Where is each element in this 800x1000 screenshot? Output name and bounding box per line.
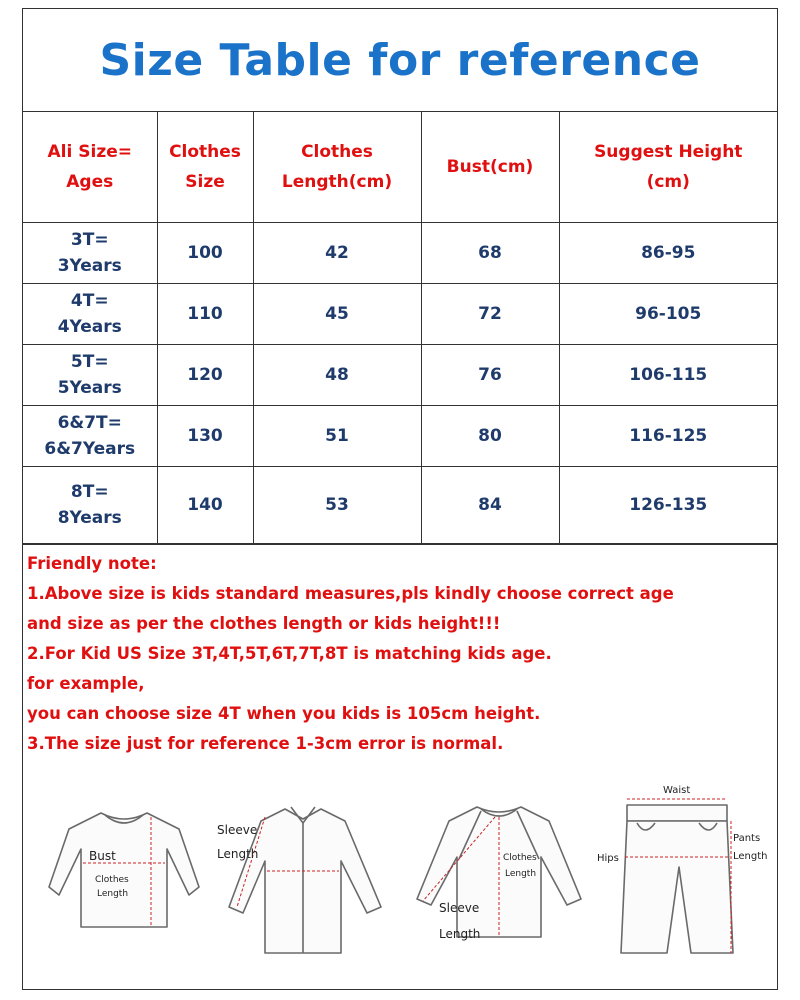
table-row (23, 345, 777, 406)
length-label: Length (733, 851, 768, 862)
note-line: 2.For Kid US Size 3T,4T,5T,6T,7T,8T is matching kids age. (27, 644, 552, 663)
size-table (23, 112, 777, 544)
table-cell: 45 (253, 284, 421, 345)
note-line: you can choose size 4T when you kids is 105cm height. (27, 704, 541, 723)
table-row (23, 467, 777, 544)
hips-label: Hips (597, 853, 619, 864)
table-cell: 42 (253, 223, 421, 284)
table-cell: 130 (157, 406, 253, 467)
bust-label: Bust (89, 849, 116, 863)
table-cell: 72 (421, 284, 559, 345)
table-cell: 86-95 (559, 223, 777, 284)
table-cell: 68 (421, 223, 559, 284)
size-sheet (22, 8, 778, 990)
pants-outline-icon (593, 777, 771, 977)
waist-label: Waist (663, 785, 691, 796)
page-title: Size Table for reference (23, 9, 777, 112)
header-cell: Clothes Length(cm) (253, 112, 421, 223)
table-cell: 5T= 5Years (23, 345, 157, 406)
clothes-label: Clothes (503, 853, 537, 863)
raglan-shirt-diagram (399, 777, 589, 977)
header-cell: Ali Size= Ages (23, 112, 157, 223)
table-cell: 96-105 (559, 284, 777, 345)
table-cell: 100 (157, 223, 253, 284)
table-cell: 4T= 4Years (23, 284, 157, 345)
note-line: and size as per the clothes length or kids height!!! (27, 614, 501, 633)
clothes-label: Clothes (95, 875, 129, 885)
header-cell: Suggest Height (cm) (559, 112, 777, 223)
sleeve-label: Sleeve (217, 823, 258, 837)
table-cell: 53 (253, 467, 421, 544)
table-cell: 116-125 (559, 406, 777, 467)
table-row (23, 223, 777, 284)
table-cell: 51 (253, 406, 421, 467)
header-cell: Bust(cm) (421, 112, 559, 223)
table-cell: 106-115 (559, 345, 777, 406)
note-line: for example, (27, 674, 145, 693)
length-label: Length (505, 869, 537, 879)
table-cell: 8T= 8Years (23, 467, 157, 544)
header-cell: Clothes Size (157, 112, 253, 223)
header-row (23, 112, 777, 223)
length-label: Length (97, 889, 129, 899)
pants-label: Pants (733, 833, 761, 844)
shirt-sleeve-diagram (213, 777, 393, 977)
table-cell: 3T= 3Years (23, 223, 157, 284)
length-label: Length (217, 847, 259, 861)
note-heading: Friendly note: (27, 554, 157, 573)
table-cell: 76 (421, 345, 559, 406)
shirt-outline-icon (213, 777, 393, 977)
sleeve-label: Sleeve (439, 901, 480, 915)
length-label: Length (439, 927, 481, 941)
tshirt-bust-diagram (39, 777, 209, 977)
table-cell: 126-135 (559, 467, 777, 544)
table-cell: 110 (157, 284, 253, 345)
table-cell: 120 (157, 345, 253, 406)
measurement-diagrams (31, 777, 771, 977)
table-row (23, 406, 777, 467)
table-cell: 80 (421, 406, 559, 467)
friendly-notes (23, 544, 777, 759)
table-row (23, 284, 777, 345)
raglan-outline-icon (399, 777, 589, 977)
note-line: 1.Above size is kids standard measures,pls kindly choose correct age (27, 584, 674, 603)
table-cell: 140 (157, 467, 253, 544)
table-cell: 84 (421, 467, 559, 544)
note-line: 3.The size just for reference 1-3cm error is normal. (27, 734, 504, 753)
table-cell: 6&7T= 6&7Years (23, 406, 157, 467)
table-cell: 48 (253, 345, 421, 406)
pants-diagram (593, 777, 771, 977)
